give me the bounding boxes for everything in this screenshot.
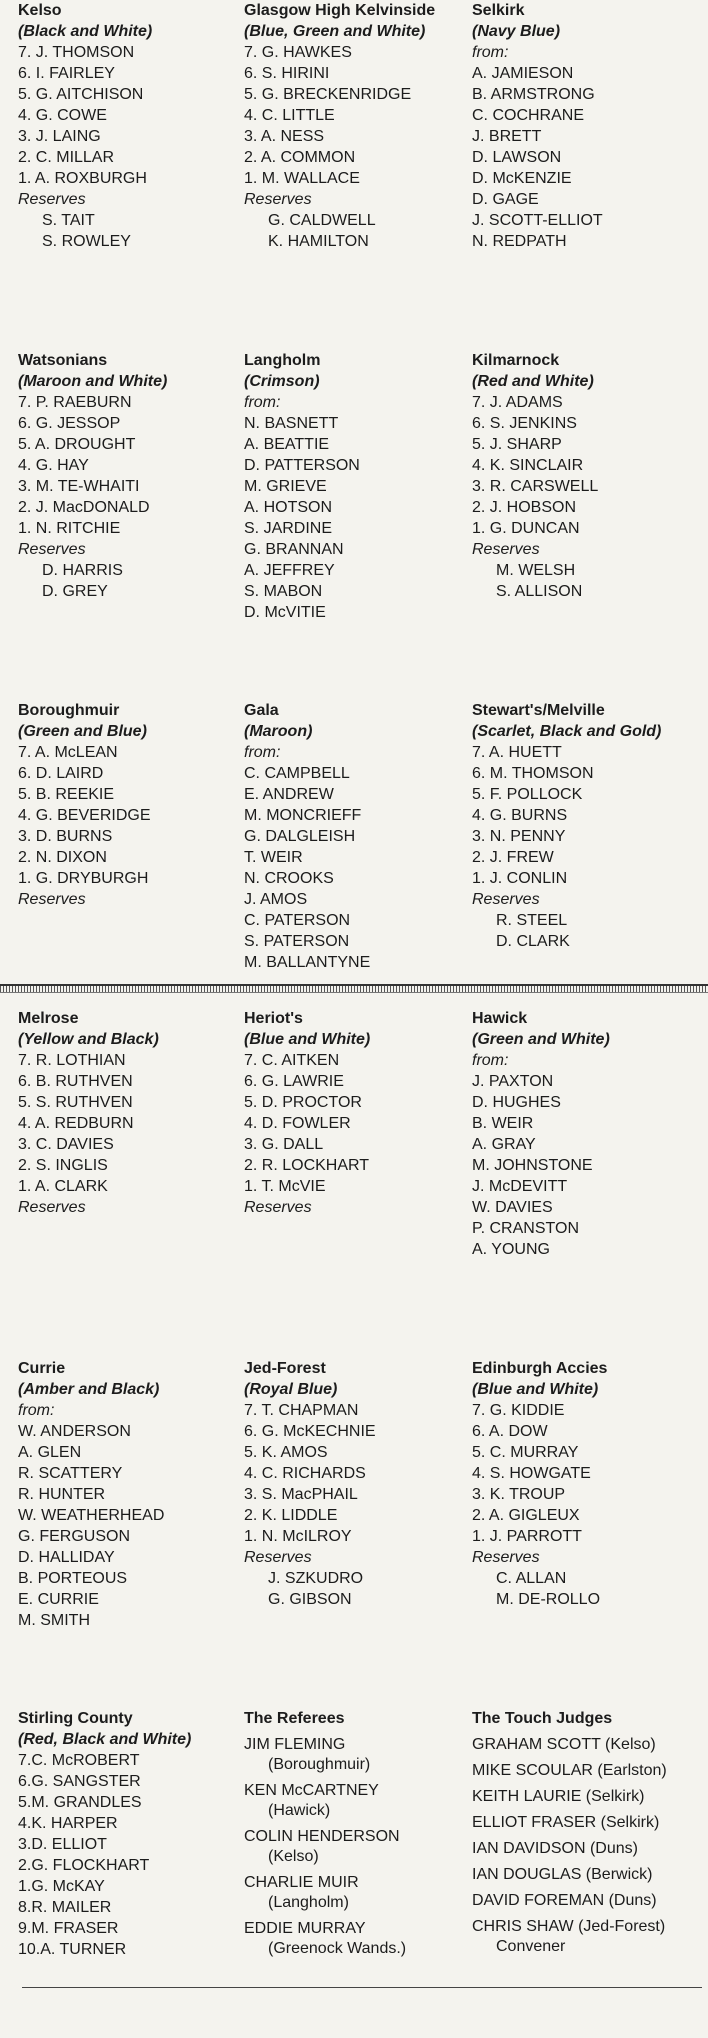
team-name: Boroughmuir bbox=[18, 702, 120, 719]
player-entry: R. SCATTERY bbox=[18, 1465, 123, 1482]
team-name: Selkirk bbox=[472, 2, 525, 19]
team-name: Watsonians bbox=[18, 352, 108, 369]
player-entry: 6. S. HIRINI bbox=[244, 65, 330, 82]
player-entry: 5. J. SHARP bbox=[472, 436, 562, 453]
team-name: Gala bbox=[244, 702, 279, 719]
player-entry: 2. J. HOBSON bbox=[472, 499, 577, 516]
referee-club: (Greenock Wands.) bbox=[268, 1940, 407, 1957]
team-row bbox=[0, 1358, 708, 1688]
reserves-label: Reserves bbox=[244, 191, 312, 208]
player-entry: 1. A. ROXBURGH bbox=[18, 170, 147, 187]
player-entry: T. WEIR bbox=[244, 849, 303, 866]
reserve-entry: M. WELSH bbox=[496, 562, 576, 579]
player-entry: 3. C. DAVIES bbox=[18, 1136, 114, 1153]
player-entry: 6. A. DOW bbox=[472, 1423, 548, 1440]
spacer bbox=[244, 1959, 472, 1965]
player-entry: A. HOTSON bbox=[244, 499, 333, 516]
reserve-entry: S. ROWLEY bbox=[42, 233, 131, 250]
player-entry: 6. M. THOMSON bbox=[472, 765, 594, 782]
team-colours: (Maroon and White) bbox=[18, 373, 168, 390]
team-name: The Touch Judges bbox=[472, 1710, 613, 1727]
player-entry: M. SMITH bbox=[18, 1612, 90, 1629]
reserve-entry: D. HARRIS bbox=[42, 562, 123, 579]
player-entry: 2. R. LOCKHART bbox=[244, 1157, 370, 1174]
player-entry: N. CROOKS bbox=[244, 870, 334, 887]
player-entry: 3. G. DALL bbox=[244, 1136, 324, 1153]
team-name: Currie bbox=[18, 1360, 66, 1377]
player-entry: 1.G. McKAY bbox=[18, 1878, 105, 1895]
player-entry: 6.G. SANGSTER bbox=[18, 1773, 141, 1790]
team-block bbox=[472, 1358, 700, 1610]
team-row bbox=[0, 350, 708, 680]
team-name: Melrose bbox=[18, 1010, 79, 1027]
player-entry: 5. K. AMOS bbox=[244, 1444, 328, 1461]
player-entry: B. WEIR bbox=[472, 1115, 534, 1132]
team-block bbox=[244, 350, 472, 623]
player-entry: J. AMOS bbox=[244, 891, 308, 908]
player-entry: 1. J. CONLIN bbox=[472, 870, 568, 887]
team-colours: (Red, Black and White) bbox=[18, 1731, 192, 1748]
team-block bbox=[18, 700, 246, 910]
player-entry: 3. K. TROUP bbox=[472, 1486, 566, 1503]
player-entry: C. COCHRANE bbox=[472, 107, 585, 124]
player-entry: 7. J. THOMSON bbox=[18, 44, 135, 61]
player-entry: A. JAMIESON bbox=[472, 65, 574, 82]
team-colours: (Red and White) bbox=[472, 373, 594, 390]
player-entry: 3. N. PENNY bbox=[472, 828, 566, 845]
touch-judge-entry: IAN DOUGLAS (Berwick) bbox=[472, 1866, 653, 1883]
player-entry: 7. A. HUETT bbox=[472, 744, 562, 761]
touch-judge-entry: MIKE SCOULAR (Earlston) bbox=[472, 1762, 667, 1779]
player-entry: 2. S. INGLIS bbox=[18, 1157, 108, 1174]
team-block bbox=[472, 0, 700, 252]
player-entry: D. McKENZIE bbox=[472, 170, 572, 187]
team-colours: (Green and Blue) bbox=[18, 723, 147, 740]
player-entry: D. PATTERSON bbox=[244, 457, 360, 474]
reserve-entry: S. TAIT bbox=[42, 212, 95, 229]
team-block bbox=[244, 1008, 472, 1218]
player-entry: 4. C. RICHARDS bbox=[244, 1465, 366, 1482]
player-entry: W. WEATHERHEAD bbox=[18, 1507, 165, 1524]
referee-name: COLIN HENDERSON bbox=[244, 1828, 400, 1845]
player-entry: 7. G. HAWKES bbox=[244, 44, 352, 61]
player-entry: 2. A. COMMON bbox=[244, 149, 356, 166]
player-entry: 7. R. LOTHIAN bbox=[18, 1052, 126, 1069]
team-block bbox=[472, 700, 700, 952]
team-colours: (Navy Blue) bbox=[472, 23, 561, 40]
touch-judge-entry: IAN DAVIDSON (Duns) bbox=[472, 1840, 638, 1857]
player-entry: 7. C. AITKEN bbox=[244, 1052, 340, 1069]
player-entry: D. HUGHES bbox=[472, 1094, 561, 1111]
player-entry: 7.C. McROBERT bbox=[18, 1752, 140, 1769]
reserves-label: Reserves bbox=[18, 541, 86, 558]
team-colours: (Yellow and Black) bbox=[18, 1031, 159, 1048]
player-entry: 9.M. FRASER bbox=[18, 1920, 119, 1937]
squad-from-label: from: bbox=[18, 1402, 55, 1419]
player-entry: D. GAGE bbox=[472, 191, 539, 208]
reserves-label: Reserves bbox=[472, 541, 540, 558]
player-entry: J. BRETT bbox=[472, 128, 542, 145]
player-entry: 6. D. LAIRD bbox=[18, 765, 104, 782]
player-entry: S. MABON bbox=[244, 583, 323, 600]
player-entry: 7. J. ADAMS bbox=[472, 394, 563, 411]
reserve-entry: G. CALDWELL bbox=[268, 212, 376, 229]
player-entry: A. GRAY bbox=[472, 1136, 536, 1153]
reserve-entry: D. GREY bbox=[42, 583, 108, 600]
reserves-label: Reserves bbox=[472, 1549, 540, 1566]
player-entry: 5. S. RUTHVEN bbox=[18, 1094, 133, 1111]
player-entry: M. JOHNSTONE bbox=[472, 1157, 593, 1174]
player-entry: B. ARMSTRONG bbox=[472, 86, 595, 103]
reserve-entry: J. SZKUDRO bbox=[268, 1570, 364, 1587]
player-entry: 1. J. PARROTT bbox=[472, 1528, 582, 1545]
team-name: Stirling County bbox=[18, 1710, 133, 1727]
player-entry: 1. T. McVIE bbox=[244, 1178, 326, 1195]
player-entry: 6. G. JESSOP bbox=[18, 415, 121, 432]
referee-club: (Hawick) bbox=[268, 1802, 331, 1819]
player-entry: 1. G. DRYBURGH bbox=[18, 870, 149, 887]
player-entry: S. JARDINE bbox=[244, 520, 333, 537]
player-entry: 8.R. MAILER bbox=[18, 1899, 112, 1916]
player-entry: 3. M. TE-WHAITI bbox=[18, 478, 140, 495]
player-entry: 5. G. AITCHISON bbox=[18, 86, 144, 103]
player-entry: 1. N. RITCHIE bbox=[18, 520, 121, 537]
team-name: Jed-Forest bbox=[244, 1360, 326, 1377]
team-block bbox=[244, 1358, 472, 1610]
player-entry: 4. K. SINCLAIR bbox=[472, 457, 584, 474]
team-block bbox=[472, 1708, 700, 1957]
referee-name: KEN McCARTNEY bbox=[244, 1782, 379, 1799]
player-entry: 7. A. McLEAN bbox=[18, 744, 118, 761]
player-entry: 2. J. FREW bbox=[472, 849, 554, 866]
player-entry: J. PAXTON bbox=[472, 1073, 554, 1090]
touch-judge-entry: DAVID FOREMAN (Duns) bbox=[472, 1892, 657, 1909]
player-entry: N. BASNETT bbox=[244, 415, 339, 432]
touch-judge-entry: KEITH LAURIE (Selkirk) bbox=[472, 1788, 645, 1805]
player-entry: J. SCOTT-ELLIOT bbox=[472, 212, 603, 229]
team-colours: (Crimson) bbox=[244, 373, 320, 390]
team-row bbox=[0, 700, 708, 1030]
player-entry: G. BRANNAN bbox=[244, 541, 344, 558]
team-block bbox=[18, 1008, 246, 1218]
player-entry: P. CRANSTON bbox=[472, 1220, 579, 1237]
referee-club: (Langholm) bbox=[268, 1894, 349, 1911]
player-entry: 1. A. CLARK bbox=[18, 1178, 108, 1195]
reserve-entry: M. DE-ROLLO bbox=[496, 1591, 601, 1608]
player-entry: 3. D. BURNS bbox=[18, 828, 113, 845]
player-entry: M. GRIEVE bbox=[244, 478, 327, 495]
player-entry: 3. S. MacPHAIL bbox=[244, 1486, 358, 1503]
player-entry: 6. I. FAIRLEY bbox=[18, 65, 115, 82]
player-entry: 7. T. CHAPMAN bbox=[244, 1402, 359, 1419]
player-entry: E. CURRIE bbox=[18, 1591, 99, 1608]
referee-club: (Boroughmuir) bbox=[268, 1756, 371, 1773]
team-name: Heriot's bbox=[244, 1010, 303, 1027]
player-entry: 5. B. REEKIE bbox=[18, 786, 115, 803]
player-entry: 5. G. BRECKENRIDGE bbox=[244, 86, 412, 103]
referee-club: (Kelso) bbox=[268, 1848, 319, 1865]
player-entry: G. DALGLEISH bbox=[244, 828, 356, 845]
player-entry: C. PATERSON bbox=[244, 912, 351, 929]
player-entry: 5.M. GRANDLES bbox=[18, 1794, 142, 1811]
player-entry: M. BALLANTYNE bbox=[244, 954, 371, 971]
player-entry: 1. N. McILROY bbox=[244, 1528, 352, 1545]
team-block bbox=[244, 0, 472, 252]
player-entry: 2. A. GIGLEUX bbox=[472, 1507, 580, 1524]
player-entry: 4. S. HOWGATE bbox=[472, 1465, 591, 1482]
player-entry: 2.G. FLOCKHART bbox=[18, 1857, 150, 1874]
team-colours: (Scarlet, Black and Gold) bbox=[472, 723, 662, 740]
player-entry: 3. J. LAING bbox=[18, 128, 101, 145]
team-colours: (Blue and White) bbox=[244, 1031, 371, 1048]
team-name: Kilmarnock bbox=[472, 352, 560, 369]
player-entry: M. MONCRIEFF bbox=[244, 807, 362, 824]
referee-name: JIM FLEMING bbox=[244, 1736, 346, 1753]
reserves-label: Reserves bbox=[244, 1549, 312, 1566]
player-entry: 4. A. REDBURN bbox=[18, 1115, 134, 1132]
team-name: The Referees bbox=[244, 1710, 345, 1727]
player-entry: 4. D. FOWLER bbox=[244, 1115, 351, 1132]
squad-from-label: from: bbox=[244, 394, 281, 411]
player-entry: G. FERGUSON bbox=[18, 1528, 131, 1545]
player-entry: S. PATERSON bbox=[244, 933, 350, 950]
team-row bbox=[0, 1008, 708, 1338]
player-entry: 3. R. CARSWELL bbox=[472, 478, 599, 495]
team-block bbox=[18, 350, 246, 602]
player-entry: 5. C. MURRAY bbox=[472, 1444, 579, 1461]
squad-from-label: from: bbox=[244, 744, 281, 761]
team-name: Stewart's/Melville bbox=[472, 702, 605, 719]
squad-from-label: from: bbox=[472, 1052, 509, 1069]
player-entry: 2. K. LIDDLE bbox=[244, 1507, 338, 1524]
player-entry: 6. G. LAWRIE bbox=[244, 1073, 344, 1090]
section-divider bbox=[0, 984, 708, 993]
player-entry: D. HALLIDAY bbox=[18, 1549, 115, 1566]
team-colours: (Black and White) bbox=[18, 23, 153, 40]
team-colours: (Royal Blue) bbox=[244, 1381, 338, 1398]
player-entry: J. McDEVITT bbox=[472, 1178, 568, 1195]
player-entry: A. GLEN bbox=[18, 1444, 82, 1461]
player-entry: W. DAVIES bbox=[472, 1199, 553, 1216]
player-entry: D. LAWSON bbox=[472, 149, 562, 166]
player-entry: 5. D. PROCTOR bbox=[244, 1094, 362, 1111]
team-name: Langholm bbox=[244, 352, 321, 369]
team-colours: (Maroon) bbox=[244, 723, 313, 740]
reserves-label: Reserves bbox=[18, 1199, 86, 1216]
player-entry: 1. M. WALLACE bbox=[244, 170, 360, 187]
player-entry: 2. C. MILLAR bbox=[18, 149, 115, 166]
player-entry: 7. P. RAEBURN bbox=[18, 394, 132, 411]
player-entry: 4. G. HAY bbox=[18, 457, 89, 474]
team-name: Hawick bbox=[472, 1010, 528, 1027]
player-entry: 3. A. NESS bbox=[244, 128, 325, 145]
team-colours: (Blue and White) bbox=[472, 1381, 599, 1398]
player-entry: 4. G. COWE bbox=[18, 107, 107, 124]
player-entry: R. HUNTER bbox=[18, 1486, 106, 1503]
player-entry: E. ANDREW bbox=[244, 786, 334, 803]
player-entry: 6. S. JENKINS bbox=[472, 415, 577, 432]
player-entry: A. YOUNG bbox=[472, 1241, 550, 1258]
convener-note: Convener bbox=[496, 1938, 566, 1955]
team-block bbox=[244, 1708, 472, 1965]
player-entry: A. BEATTIE bbox=[244, 436, 330, 453]
player-entry: A. JEFFREY bbox=[244, 562, 335, 579]
reserve-entry: K. HAMILTON bbox=[268, 233, 369, 250]
touch-judge-entry: GRAHAM SCOTT (Kelso) bbox=[472, 1736, 656, 1753]
reserve-entry: D. CLARK bbox=[496, 933, 570, 950]
touch-judge-entry: CHRIS SHAW (Jed-Forest) bbox=[472, 1918, 666, 1935]
player-entry: 6. G. McKECHNIE bbox=[244, 1423, 376, 1440]
player-entry: B. PORTEOUS bbox=[18, 1570, 128, 1587]
touch-judge-entry: ELLIOT FRASER (Selkirk) bbox=[472, 1814, 660, 1831]
team-colours: (Blue, Green and White) bbox=[244, 23, 426, 40]
team-name: Kelso bbox=[18, 2, 62, 19]
player-entry: 2. J. MacDONALD bbox=[18, 499, 150, 516]
player-entry: 3.D. ELLIOT bbox=[18, 1836, 107, 1853]
player-entry: W. ANDERSON bbox=[18, 1423, 131, 1440]
player-entry: 4.K. HARPER bbox=[18, 1815, 118, 1832]
team-colours: (Green and White) bbox=[472, 1031, 610, 1048]
player-entry: 10.A. TURNER bbox=[18, 1941, 127, 1958]
player-entry: 4. C. LITTLE bbox=[244, 107, 335, 124]
player-entry: C. CAMPBELL bbox=[244, 765, 350, 782]
team-block bbox=[18, 1708, 246, 1960]
reserves-label: Reserves bbox=[244, 1199, 312, 1216]
player-entry: D. McVITIE bbox=[244, 604, 326, 621]
reserve-entry: C. ALLAN bbox=[496, 1570, 567, 1587]
team-block bbox=[472, 350, 700, 602]
team-row bbox=[0, 1708, 708, 2038]
referee-name: EDDIE MURRAY bbox=[244, 1920, 366, 1937]
reserves-label: Reserves bbox=[472, 891, 540, 908]
player-entry: 5. A. DROUGHT bbox=[18, 436, 136, 453]
player-entry: 4. G. BURNS bbox=[472, 807, 568, 824]
player-entry: 5. F. POLLOCK bbox=[472, 786, 583, 803]
team-block bbox=[472, 1008, 700, 1260]
referee-name: CHARLIE MUIR bbox=[244, 1874, 359, 1891]
bottom-rule bbox=[22, 1987, 702, 1988]
player-entry: 4. G. BEVERIDGE bbox=[18, 807, 151, 824]
team-block bbox=[18, 0, 246, 252]
team-block bbox=[18, 1358, 246, 1631]
player-entry: 1. G. DUNCAN bbox=[472, 520, 580, 537]
player-entry: N. REDPATH bbox=[472, 233, 567, 250]
reserves-label: Reserves bbox=[18, 891, 86, 908]
reserve-entry: R. STEEL bbox=[496, 912, 568, 929]
reserves-label: Reserves bbox=[18, 191, 86, 208]
team-row bbox=[0, 0, 708, 330]
team-name: Glasgow High Kelvinside bbox=[244, 2, 436, 19]
player-entry: 2. N. DIXON bbox=[18, 849, 107, 866]
team-block bbox=[244, 700, 472, 973]
squad-from-label: from: bbox=[472, 44, 509, 61]
reserve-entry: G. GIBSON bbox=[268, 1591, 352, 1608]
player-entry: 7. G. KIDDIE bbox=[472, 1402, 565, 1419]
player-entry: 6. B. RUTHVEN bbox=[18, 1073, 133, 1090]
team-name: Edinburgh Accies bbox=[472, 1360, 608, 1377]
team-colours: (Amber and Black) bbox=[18, 1381, 160, 1398]
reserve-entry: S. ALLISON bbox=[496, 583, 583, 600]
